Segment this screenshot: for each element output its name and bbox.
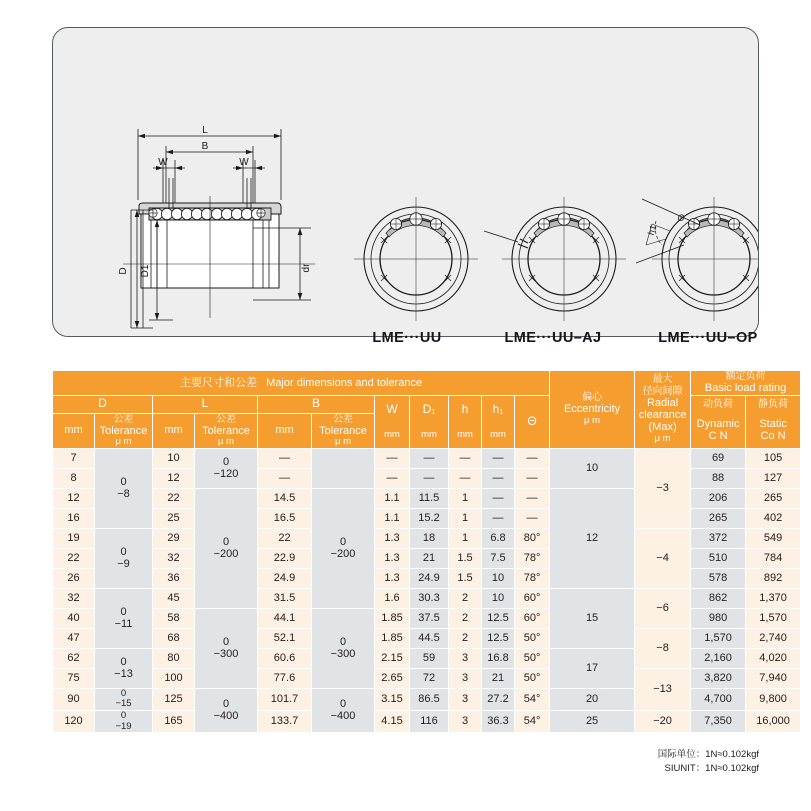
cell-d: 90 (53, 688, 95, 710)
header-L-tol-cn: 公差 (216, 413, 236, 425)
cell-dynamic-load: 88 (691, 468, 746, 488)
cell-eccentricity: 12 (550, 488, 635, 588)
cell-theta: 54° (515, 688, 550, 710)
unit-note-en: SIUNIT：1N≈0.102kgf (664, 763, 759, 775)
header-dynamic-unit: C N (708, 430, 728, 443)
cell-w: — (375, 468, 410, 488)
cell-l: 22 (153, 488, 195, 508)
cell-l: 45 (153, 588, 195, 608)
cell-d: 22 (53, 548, 95, 568)
dim-label-dr: dr (301, 263, 312, 273)
cell-l: 100 (153, 668, 195, 688)
cell-eccentricity: 15 (550, 588, 635, 648)
header-col-D1-unit: mm (421, 428, 437, 440)
header-col-W-sym: W (386, 401, 398, 416)
header-eccentricity (550, 371, 635, 449)
header-load-en: Basic load rating (704, 382, 787, 395)
cell-w: 1.3 (375, 528, 410, 548)
header-load-cn: 额定负荷 (725, 371, 766, 382)
cell-l: 10 (153, 448, 195, 468)
header-B-tol-en: Tolerance (319, 424, 367, 437)
cell-h: — (449, 468, 482, 488)
cell-static-load: 892 (746, 568, 801, 588)
cell-b-tolerance (312, 448, 375, 488)
cell-dynamic-load: 7,350 (691, 710, 746, 732)
cell-h1: 16.8 (482, 648, 515, 668)
cell-b: 14.5 (258, 488, 312, 508)
cell-dynamic-load: 69 (691, 448, 746, 468)
cell-theta: 78° (515, 548, 550, 568)
header-B-unit: mm (258, 413, 312, 448)
cell-theta: 60° (515, 588, 550, 608)
cell-theta: 50° (515, 628, 550, 648)
cell-theta: 78° (515, 568, 550, 588)
cell-d: 32 (53, 588, 95, 608)
cell-l: 165 (153, 710, 195, 732)
specification-table (52, 370, 801, 733)
header-col-D1-sym: D₁ (422, 401, 436, 416)
cell-d: 62 (53, 648, 95, 668)
cell-h1: — (482, 468, 515, 488)
cell-h: 1.5 (449, 548, 482, 568)
cell-d-tolerance: 0 −15 (95, 688, 153, 710)
cell-h1: 10 (482, 568, 515, 588)
cell-b-tolerance: 0 −200 (312, 488, 375, 608)
header-B-tol-cn: 公差 (333, 413, 353, 425)
table-row (53, 668, 801, 688)
header-static-unit: Co N (760, 430, 786, 443)
cell-h1: 12.5 (482, 628, 515, 648)
cell-dynamic-load: 2,160 (691, 648, 746, 668)
cell-static-load: 402 (746, 508, 801, 528)
cell-radial-clearance: −13 (635, 668, 691, 710)
dim-label-D: D (118, 267, 129, 275)
cell-theta: — (515, 508, 550, 528)
cell-b: 101.7 (258, 688, 312, 710)
header-col-h (449, 395, 482, 448)
cell-d: 12 (53, 488, 95, 508)
cell-l: 80 (153, 648, 195, 668)
cell-d1: 15.2 (410, 508, 449, 528)
cell-static-load: 4,020 (746, 648, 801, 668)
cell-h: 1 (449, 488, 482, 508)
header-major-dimensions (53, 371, 550, 396)
cell-d1: — (410, 448, 449, 468)
cell-static-load: 1,370 (746, 588, 801, 608)
header-radial-en3: (Max) (648, 421, 677, 434)
cell-static-load: 265 (746, 488, 801, 508)
cell-w: 1.1 (375, 508, 410, 528)
cell-d: 19 (53, 528, 95, 548)
cell-dynamic-load: 206 (691, 488, 746, 508)
header-major-cn: 主要尺寸和公差 (179, 376, 257, 389)
diagram-panel (52, 27, 759, 346)
header-eccentricity-unit: μ m (584, 414, 601, 426)
cell-b-tolerance: 0 −400 (312, 688, 375, 733)
cell-h: — (449, 448, 482, 468)
cell-b: 52.1 (258, 628, 312, 648)
variant-label-uu-aj: LME···UU–AJ (504, 330, 602, 346)
header-radial-cn1: 最大 (652, 374, 673, 386)
cell-static-load: 127 (746, 468, 801, 488)
dim-label-h1: h1 (645, 223, 659, 237)
cell-eccentricity: 20 (550, 688, 635, 710)
cell-h: 3 (449, 688, 482, 710)
header-col-h1-unit: mm (490, 428, 506, 440)
cell-h1: 27.2 (482, 688, 515, 710)
cell-w: 1.3 (375, 548, 410, 568)
cell-l: 29 (153, 528, 195, 548)
variant-label-uu-op: LME···UU–OP (658, 330, 758, 346)
header-radial-cn2: 径向间隙 (642, 385, 683, 397)
cell-theta: 50° (515, 668, 550, 688)
cell-d1: 37.5 (410, 608, 449, 628)
header-static-en-cell (746, 413, 801, 448)
cell-b: 60.6 (258, 648, 312, 668)
cell-h: 1.5 (449, 568, 482, 588)
header-col-W-unit: mm (384, 428, 400, 440)
cell-b: 44.1 (258, 608, 312, 628)
cell-w: 1.3 (375, 568, 410, 588)
header-D-unit: mm (53, 413, 95, 448)
cell-h: 3 (449, 710, 482, 732)
header-D-tol-unit: μ m (115, 436, 132, 447)
table-row (53, 710, 801, 732)
cell-dynamic-load: 510 (691, 548, 746, 568)
cell-radial-clearance: −20 (635, 710, 691, 732)
cell-d1: — (410, 468, 449, 488)
cell-h: 2 (449, 628, 482, 648)
cell-h1: 7.5 (482, 548, 515, 568)
cell-d-tolerance: 0 −9 (95, 528, 153, 588)
header-col-theta (515, 395, 550, 448)
variant-label-uu: LME···UU (372, 330, 442, 346)
cell-d: 26 (53, 568, 95, 588)
cell-l-tolerance: 0 −300 (195, 608, 258, 688)
cell-l: 12 (153, 468, 195, 488)
header-col-theta-sym: Θ (527, 413, 537, 428)
cell-dynamic-load: 862 (691, 588, 746, 608)
cell-b: 22.9 (258, 548, 312, 568)
cell-eccentricity: 17 (550, 648, 635, 688)
cell-h: 2 (449, 608, 482, 628)
table-row (53, 528, 801, 548)
cell-eccentricity: 25 (550, 710, 635, 732)
cell-h1: — (482, 448, 515, 468)
dim-label-W-right: W (239, 157, 249, 168)
cell-radial-clearance: −3 (635, 448, 691, 528)
cell-b: 16.5 (258, 508, 312, 528)
bearing-drawings (53, 28, 758, 336)
header-col-h1 (482, 395, 515, 448)
header-dynamic-en-cell (691, 413, 746, 448)
cell-d1: 86.5 (410, 688, 449, 710)
cell-radial-clearance: −8 (635, 628, 691, 668)
cell-d1: 44.5 (410, 628, 449, 648)
header-radial-unit: μ m (654, 432, 671, 444)
header-dynamic-cn: 动负荷 (703, 398, 734, 410)
header-L-tol-unit: μ m (217, 436, 235, 447)
cell-d1: 11.5 (410, 488, 449, 508)
cell-theta: — (515, 448, 550, 468)
cell-h1: — (482, 488, 515, 508)
table-body (53, 448, 801, 733)
cell-w: — (375, 448, 410, 468)
header-D-tol-en: Tolerance (99, 424, 148, 437)
cell-b: — (258, 468, 312, 488)
cell-l: 36 (153, 568, 195, 588)
header-col-h-unit: mm (457, 428, 473, 440)
cell-d: 8 (53, 468, 95, 488)
header-col-D1 (410, 395, 449, 448)
cell-dynamic-load: 265 (691, 508, 746, 528)
header-row-groups (53, 371, 801, 396)
cell-theta: — (515, 488, 550, 508)
cell-h: 1 (449, 528, 482, 548)
cell-d1: 72 (410, 668, 449, 688)
cell-h: 1 (449, 508, 482, 528)
cell-h: 2 (449, 588, 482, 608)
cell-l: 32 (153, 548, 195, 568)
dim-label-theta: Θ (677, 213, 685, 223)
cell-theta: 54° (515, 710, 550, 732)
cell-h1: 21 (482, 668, 515, 688)
cell-dynamic-load: 578 (691, 568, 746, 588)
cell-d: 120 (53, 710, 95, 732)
cell-dynamic-load: 3,820 (691, 668, 746, 688)
cell-h1: 36.3 (482, 710, 515, 732)
cell-w: 1.85 (375, 628, 410, 648)
cell-h1: 10 (482, 588, 515, 608)
header-col-h-sym: h (461, 401, 469, 416)
header-static-en: Static (759, 418, 787, 430)
cell-dynamic-load: 372 (691, 528, 746, 548)
cell-d-tolerance: 0 −11 (95, 588, 153, 648)
cell-l: 125 (153, 688, 195, 710)
header-radial-en2: clearance (638, 409, 687, 422)
dim-label-D1: D1 (140, 264, 151, 278)
cell-b: 31.5 (258, 588, 312, 608)
cell-d1: 59 (410, 648, 449, 668)
cell-static-load: 105 (746, 448, 801, 468)
cell-b: 133.7 (258, 710, 312, 732)
cell-l: 68 (153, 628, 195, 648)
cell-eccentricity: 10 (550, 448, 635, 488)
cell-theta: 60° (515, 608, 550, 628)
cell-d1: 21 (410, 548, 449, 568)
cell-w: 1.1 (375, 488, 410, 508)
header-radial-en1: Radial (646, 396, 679, 409)
header-eccentricity-en: Eccentricity (563, 403, 621, 416)
header-D-tol-cn: 公差 (113, 413, 134, 425)
header-B-tolerance (312, 413, 375, 448)
cell-w: 3.15 (375, 688, 410, 710)
cell-theta: 50° (515, 648, 550, 668)
header-dynamic-en: Dynamic (696, 418, 740, 430)
cell-h1: 12.5 (482, 608, 515, 628)
cell-d: 47 (53, 628, 95, 648)
cell-w: 2.65 (375, 668, 410, 688)
cell-d: 7 (53, 448, 95, 468)
header-radial-clearance (635, 371, 691, 449)
cell-static-load: 16,000 (746, 710, 801, 732)
cell-d1: 24.9 (410, 568, 449, 588)
cell-l-tolerance: 0 −400 (195, 688, 258, 733)
header-load-rating (691, 371, 801, 396)
cell-w: 1.6 (375, 588, 410, 608)
header-L-unit: mm (153, 413, 195, 448)
header-D-tolerance (95, 413, 153, 448)
header-B-tol-unit: μ m (334, 436, 352, 447)
cell-b: 77.6 (258, 668, 312, 688)
cell-d: 16 (53, 508, 95, 528)
cell-w: 4.15 (375, 710, 410, 732)
cell-w: 1.85 (375, 608, 410, 628)
cell-dynamic-load: 1,570 (691, 628, 746, 648)
header-col-L: L (153, 395, 258, 413)
header-col-h1-sym: h₁ (492, 401, 504, 416)
cell-static-load: 2,740 (746, 628, 801, 648)
unit-note (658, 748, 759, 777)
cell-b: — (258, 448, 312, 468)
cell-d1: 18 (410, 528, 449, 548)
cell-theta: 80° (515, 528, 550, 548)
cell-h: 3 (449, 648, 482, 668)
cell-l: 25 (153, 508, 195, 528)
cell-radial-clearance: −4 (635, 528, 691, 588)
table-header (53, 371, 801, 449)
table-row (53, 588, 801, 608)
cell-b-tolerance: 0 −300 (312, 608, 375, 688)
cell-d-tolerance: 0 −13 (95, 648, 153, 688)
cell-l-tolerance: 0 −200 (195, 488, 258, 608)
header-L-tolerance (195, 413, 258, 448)
cell-h: 3 (449, 668, 482, 688)
cell-d-tolerance: 0 −19 (95, 710, 153, 732)
dim-label-B: B (201, 141, 209, 152)
header-col-B: B (258, 395, 375, 413)
cell-d: 75 (53, 668, 95, 688)
cell-static-load: 784 (746, 548, 801, 568)
cell-l: 58 (153, 608, 195, 628)
cell-b: 24.9 (258, 568, 312, 588)
cell-static-load: 9,800 (746, 688, 801, 710)
cell-l-tolerance: 0 −120 (195, 448, 258, 488)
cell-d1: 30.3 (410, 588, 449, 608)
cell-radial-clearance: −6 (635, 588, 691, 628)
cell-static-load: 549 (746, 528, 801, 548)
header-static-cn: 静负荷 (758, 398, 789, 410)
cell-static-load: 7,940 (746, 668, 801, 688)
header-L-tol-en: Tolerance (202, 424, 250, 437)
cell-dynamic-load: 980 (691, 608, 746, 628)
cell-d: 40 (53, 608, 95, 628)
cell-d-tolerance: 0 −8 (95, 448, 153, 528)
unit-note-cn: 国际单位：1N≈0.102kgf (657, 749, 759, 760)
table-row (53, 628, 801, 648)
header-col-W (375, 395, 410, 448)
cell-dynamic-load: 4,700 (691, 688, 746, 710)
header-eccentricity-cn: 偏心 (582, 392, 603, 404)
cell-static-load: 1,570 (746, 608, 801, 628)
header-col-D: D (53, 395, 153, 413)
header-major-en: Major dimensions and tolerance (266, 376, 423, 389)
dim-label-L: L (202, 125, 208, 136)
header-dynamic (691, 395, 746, 413)
cell-w: 2.15 (375, 648, 410, 668)
table-row (53, 448, 801, 468)
cell-b: 22 (258, 528, 312, 548)
cell-d1: 116 (410, 710, 449, 732)
cell-h1: 6.8 (482, 528, 515, 548)
header-static (746, 395, 801, 413)
cell-theta: — (515, 468, 550, 488)
cell-h1: — (482, 508, 515, 528)
dim-label-W-left: W (158, 157, 168, 168)
